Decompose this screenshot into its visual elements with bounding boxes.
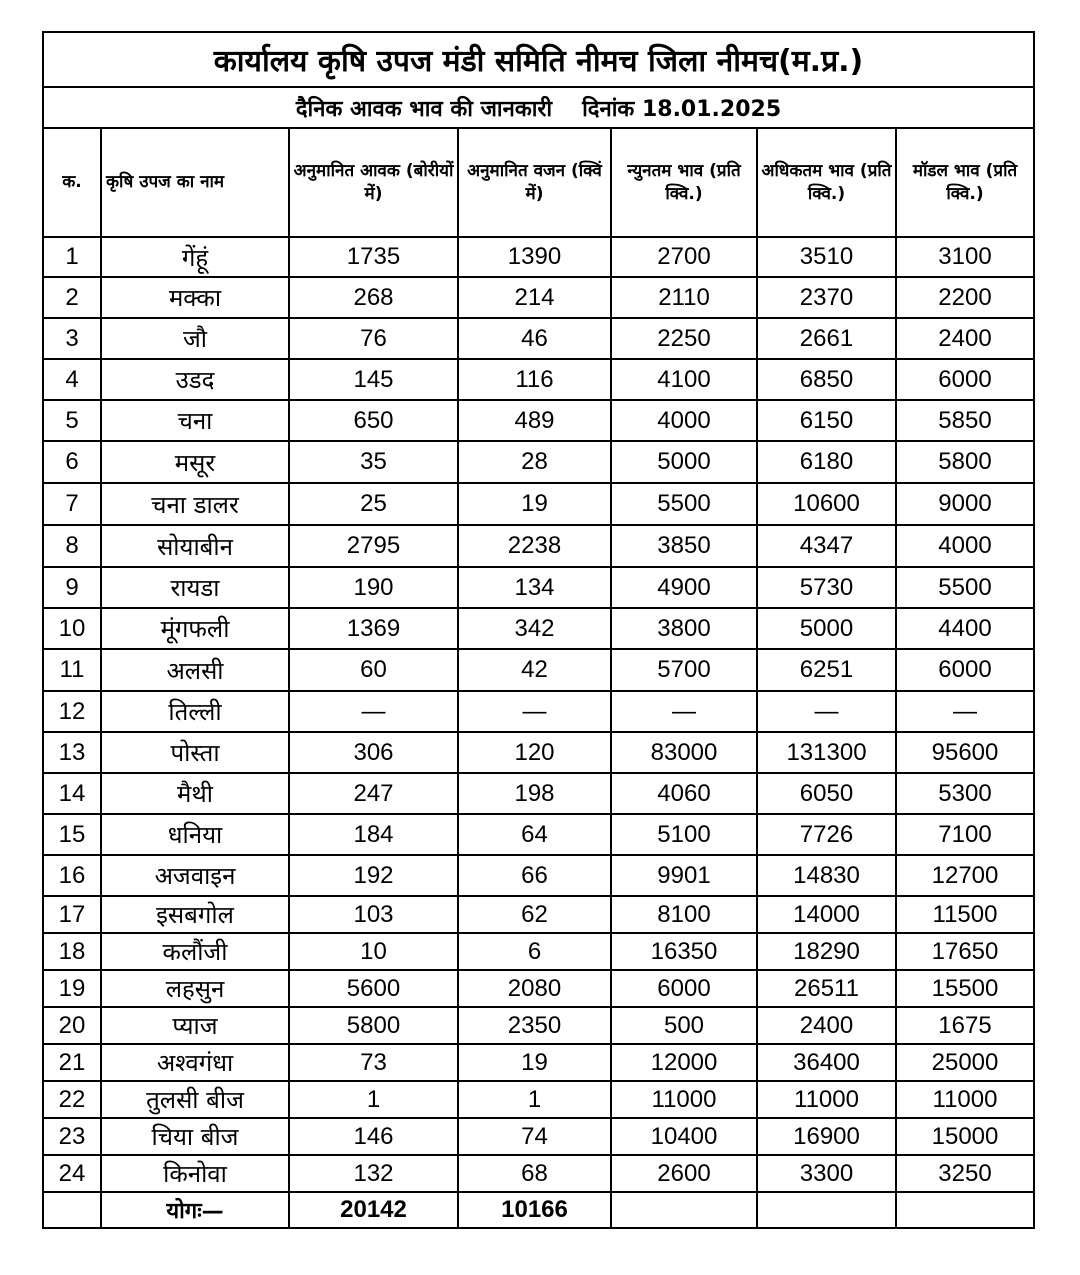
cell-name: गेंहूं (101, 237, 289, 277)
cell-min-price: 12000 (611, 1044, 757, 1081)
header-weight: अनुमानित वजन (क्विं में) (458, 129, 611, 237)
cell-max-price: 2661 (757, 318, 896, 359)
cell-arrival: 146 (289, 1118, 458, 1155)
cell-min-price: 2700 (611, 237, 757, 277)
cell-arrival: 103 (289, 896, 458, 933)
cell-arrival: 5600 (289, 970, 458, 1007)
cell-sno: 5 (44, 400, 101, 441)
cell-weight: 6 (458, 933, 611, 970)
cell-sno: 7 (44, 483, 101, 525)
cell-name: चना (101, 400, 289, 441)
cell-min-price: 2250 (611, 318, 757, 359)
cell-weight: 68 (458, 1155, 611, 1192)
cell-min-price: 83000 (611, 732, 757, 773)
cell-sno: 4 (44, 359, 101, 400)
cell-name: अजवाइन (101, 855, 289, 896)
total-modal (896, 1192, 1033, 1227)
cell-sno: 18 (44, 933, 101, 970)
cell-modal-price: 4400 (896, 608, 1033, 649)
cell-arrival: 268 (289, 277, 458, 318)
cell-modal-price: 3100 (896, 237, 1033, 277)
cell-sno: 12 (44, 691, 101, 732)
cell-max-price: 16900 (757, 1118, 896, 1155)
cell-name: तिल्ली (101, 691, 289, 732)
total-min (611, 1192, 757, 1227)
cell-weight: 342 (458, 608, 611, 649)
cell-weight: 19 (458, 1044, 611, 1081)
header-sno: क. (44, 129, 101, 237)
cell-modal-price: 17650 (896, 933, 1033, 970)
cell-max-price: 6850 (757, 359, 896, 400)
cell-sno: 14 (44, 773, 101, 814)
cell-name: इसबगोल (101, 896, 289, 933)
table-row (44, 400, 1033, 441)
cell-min-price: 2110 (611, 277, 757, 318)
cell-max-price: 3300 (757, 1155, 896, 1192)
cell-min-price: 5700 (611, 649, 757, 691)
cell-modal-price: 15000 (896, 1118, 1033, 1155)
cell-max-price: — (757, 691, 896, 732)
cell-min-price: 4900 (611, 567, 757, 608)
cell-max-price: 3510 (757, 237, 896, 277)
header-row (44, 129, 1033, 237)
table-row (44, 933, 1033, 970)
cell-sno: 24 (44, 1155, 101, 1192)
cell-weight: 116 (458, 359, 611, 400)
cell-weight: 74 (458, 1118, 611, 1155)
cell-arrival: 73 (289, 1044, 458, 1081)
table-row (44, 483, 1033, 525)
cell-arrival: 132 (289, 1155, 458, 1192)
cell-weight: 28 (458, 441, 611, 483)
cell-weight: 2350 (458, 1007, 611, 1044)
cell-sno: 20 (44, 1007, 101, 1044)
cell-max-price: 36400 (757, 1044, 896, 1081)
cell-sno: 22 (44, 1081, 101, 1118)
cell-min-price: 4060 (611, 773, 757, 814)
table-row (44, 441, 1033, 483)
cell-arrival: 184 (289, 814, 458, 855)
cell-weight: 64 (458, 814, 611, 855)
cell-weight: 66 (458, 855, 611, 896)
cell-min-price: 500 (611, 1007, 757, 1044)
cell-min-price: — (611, 691, 757, 732)
cell-arrival: 35 (289, 441, 458, 483)
table-row (44, 1081, 1033, 1118)
cell-weight: 42 (458, 649, 611, 691)
cell-modal-price: 2200 (896, 277, 1033, 318)
cell-name: सोयाबीन (101, 525, 289, 567)
cell-name: किनोवा (101, 1155, 289, 1192)
cell-max-price: 4347 (757, 525, 896, 567)
cell-weight: 1390 (458, 237, 611, 277)
cell-modal-price: 11000 (896, 1081, 1033, 1118)
cell-sno: 23 (44, 1118, 101, 1155)
cell-min-price: 3800 (611, 608, 757, 649)
cell-max-price: 2400 (757, 1007, 896, 1044)
cell-arrival: 76 (289, 318, 458, 359)
cell-sno: 16 (44, 855, 101, 896)
cell-modal-price: 6000 (896, 359, 1033, 400)
table-row (44, 277, 1033, 318)
total-weight: 10166 (458, 1192, 611, 1227)
cell-modal-price: 11500 (896, 896, 1033, 933)
cell-arrival: 60 (289, 649, 458, 691)
cell-name: चना डालर (101, 483, 289, 525)
cell-modal-price: 2400 (896, 318, 1033, 359)
cell-weight: 120 (458, 732, 611, 773)
table-row (44, 732, 1033, 773)
cell-min-price: 4100 (611, 359, 757, 400)
cell-sno: 15 (44, 814, 101, 855)
cell-sno: 8 (44, 525, 101, 567)
cell-max-price: 7726 (757, 814, 896, 855)
rates-table (44, 129, 1033, 1227)
table-row (44, 1118, 1033, 1155)
cell-max-price: 2370 (757, 277, 896, 318)
cell-weight: 1 (458, 1081, 611, 1118)
cell-modal-price: 25000 (896, 1044, 1033, 1081)
cell-arrival: 650 (289, 400, 458, 441)
table-row (44, 773, 1033, 814)
cell-max-price: 10600 (757, 483, 896, 525)
cell-weight: 134 (458, 567, 611, 608)
cell-name: मैथी (101, 773, 289, 814)
total-row (44, 1192, 1033, 1227)
cell-modal-price: 4000 (896, 525, 1033, 567)
cell-name: तुलसी बीज (101, 1081, 289, 1118)
cell-weight: 46 (458, 318, 611, 359)
cell-arrival: 145 (289, 359, 458, 400)
total-arrival: 20142 (289, 1192, 458, 1227)
cell-sno: 3 (44, 318, 101, 359)
cell-min-price: 8100 (611, 896, 757, 933)
cell-arrival: 247 (289, 773, 458, 814)
cell-min-price: 9901 (611, 855, 757, 896)
cell-arrival: 1735 (289, 237, 458, 277)
cell-name: मसूर (101, 441, 289, 483)
sheet-title: कार्यालय कृषि उपज मंडी समिति नीमच जिला नीमच(म.प्र.) (44, 33, 1033, 88)
cell-min-price: 3850 (611, 525, 757, 567)
cell-max-price: 18290 (757, 933, 896, 970)
table-row (44, 970, 1033, 1007)
cell-modal-price: 12700 (896, 855, 1033, 896)
cell-modal-price: 5850 (896, 400, 1033, 441)
cell-modal-price: 5300 (896, 773, 1033, 814)
cell-name: उडद (101, 359, 289, 400)
cell-weight: — (458, 691, 611, 732)
cell-sno: 2 (44, 277, 101, 318)
cell-name: धनिया (101, 814, 289, 855)
cell-sno: 21 (44, 1044, 101, 1081)
cell-min-price: 16350 (611, 933, 757, 970)
cell-sno: 1 (44, 237, 101, 277)
cell-arrival: — (289, 691, 458, 732)
total-label: योगः— (101, 1192, 289, 1227)
cell-arrival: 192 (289, 855, 458, 896)
subtitle-label: दैनिक आवक भाव की जानकारी (295, 96, 553, 122)
table-row (44, 359, 1033, 400)
cell-name: मूंगफली (101, 608, 289, 649)
header-max-price: अधिकतम भाव (प्रति क्वि.) (757, 129, 896, 237)
cell-min-price: 5500 (611, 483, 757, 525)
cell-sno: 13 (44, 732, 101, 773)
cell-arrival: 25 (289, 483, 458, 525)
cell-modal-price: 5800 (896, 441, 1033, 483)
cell-name: जौ (101, 318, 289, 359)
cell-modal-price: 15500 (896, 970, 1033, 1007)
cell-arrival: 1369 (289, 608, 458, 649)
cell-arrival: 2795 (289, 525, 458, 567)
cell-name: कलौंजी (101, 933, 289, 970)
header-arrival: अनुमानित आवक (बोरीयों में) (289, 129, 458, 237)
cell-max-price: 26511 (757, 970, 896, 1007)
table-row (44, 814, 1033, 855)
cell-name: लहसुन (101, 970, 289, 1007)
table-row (44, 567, 1033, 608)
cell-max-price: 11000 (757, 1081, 896, 1118)
cell-max-price: 5730 (757, 567, 896, 608)
table-row (44, 318, 1033, 359)
cell-modal-price: 5500 (896, 567, 1033, 608)
cell-max-price: 14830 (757, 855, 896, 896)
cell-modal-price: 7100 (896, 814, 1033, 855)
cell-max-price: 6050 (757, 773, 896, 814)
cell-name: चिया बीज (101, 1118, 289, 1155)
table-row (44, 691, 1033, 732)
total-sno (44, 1192, 101, 1227)
report-date: दिनांक 18.01.2025 (582, 96, 782, 122)
header-min-price: न्युनतम भाव (प्रति क्वि.) (611, 129, 757, 237)
table-row (44, 1044, 1033, 1081)
total-max (757, 1192, 896, 1227)
table-row (44, 649, 1033, 691)
cell-modal-price: 6000 (896, 649, 1033, 691)
table-row (44, 237, 1033, 277)
cell-max-price: 14000 (757, 896, 896, 933)
cell-name: पोस्ता (101, 732, 289, 773)
cell-sno: 19 (44, 970, 101, 1007)
cell-modal-price: 1675 (896, 1007, 1033, 1044)
cell-min-price: 5000 (611, 441, 757, 483)
cell-arrival: 306 (289, 732, 458, 773)
cell-name: मक्का (101, 277, 289, 318)
cell-min-price: 5100 (611, 814, 757, 855)
cell-name: रायडा (101, 567, 289, 608)
cell-modal-price: 95600 (896, 732, 1033, 773)
mandi-rate-sheet (42, 31, 1035, 1229)
cell-sno: 10 (44, 608, 101, 649)
cell-modal-price: 3250 (896, 1155, 1033, 1192)
cell-name: प्याज (101, 1007, 289, 1044)
cell-modal-price: 9000 (896, 483, 1033, 525)
cell-sno: 9 (44, 567, 101, 608)
cell-sno: 11 (44, 649, 101, 691)
header-modal-price: मॉडल भाव (प्रति क्वि.) (896, 129, 1033, 237)
cell-weight: 214 (458, 277, 611, 318)
cell-modal-price: — (896, 691, 1033, 732)
cell-weight: 489 (458, 400, 611, 441)
table-row (44, 896, 1033, 933)
cell-min-price: 11000 (611, 1081, 757, 1118)
cell-weight: 2238 (458, 525, 611, 567)
table-row (44, 1155, 1033, 1192)
cell-name: अलसी (101, 649, 289, 691)
cell-weight: 19 (458, 483, 611, 525)
cell-arrival: 1 (289, 1081, 458, 1118)
cell-weight: 198 (458, 773, 611, 814)
cell-min-price: 10400 (611, 1118, 757, 1155)
cell-arrival: 5800 (289, 1007, 458, 1044)
table-row (44, 608, 1033, 649)
cell-weight: 2080 (458, 970, 611, 1007)
cell-name: अश्वगंधा (101, 1044, 289, 1081)
table-row (44, 1007, 1033, 1044)
cell-min-price: 6000 (611, 970, 757, 1007)
table-row (44, 855, 1033, 896)
cell-weight: 62 (458, 896, 611, 933)
cell-sno: 17 (44, 896, 101, 933)
cell-max-price: 6251 (757, 649, 896, 691)
cell-arrival: 10 (289, 933, 458, 970)
cell-max-price: 6180 (757, 441, 896, 483)
cell-max-price: 5000 (757, 608, 896, 649)
cell-arrival: 190 (289, 567, 458, 608)
header-name: कृषि उपज का नाम (101, 129, 289, 237)
cell-max-price: 131300 (757, 732, 896, 773)
sheet-subtitle (44, 88, 1033, 129)
cell-min-price: 4000 (611, 400, 757, 441)
cell-max-price: 6150 (757, 400, 896, 441)
cell-min-price: 2600 (611, 1155, 757, 1192)
table-row (44, 525, 1033, 567)
cell-sno: 6 (44, 441, 101, 483)
